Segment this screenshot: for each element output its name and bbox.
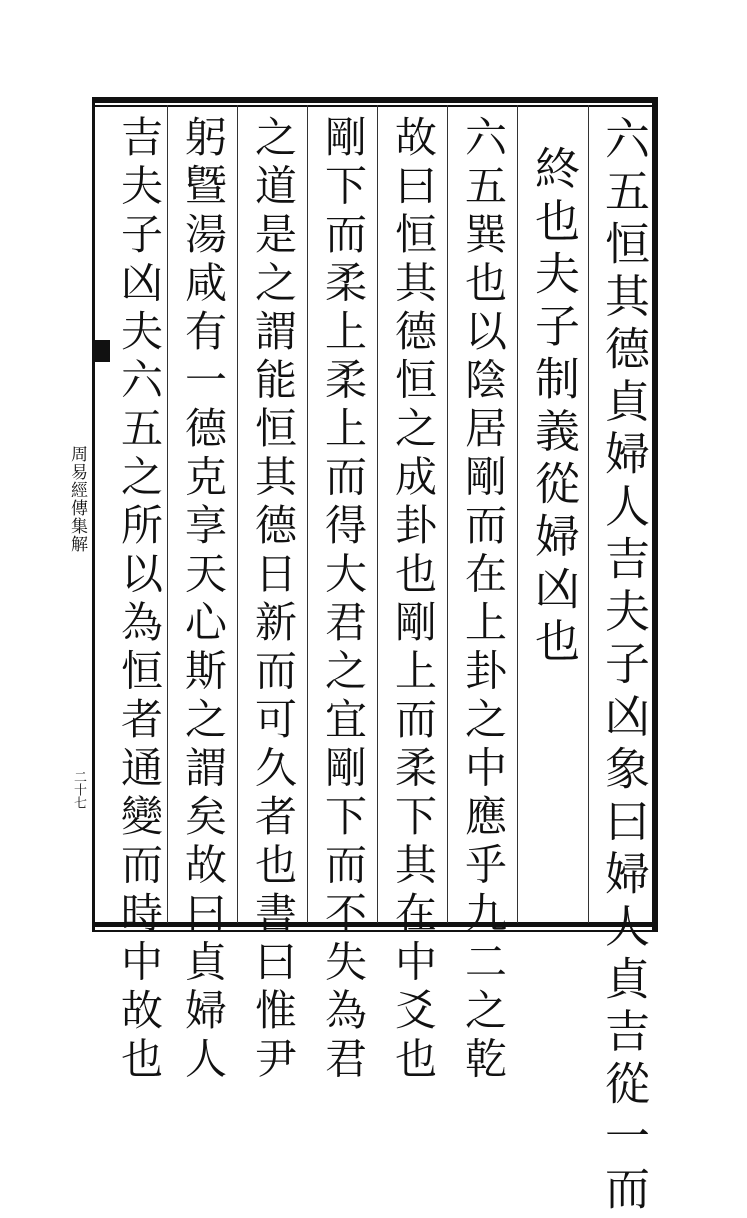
column-rule (167, 105, 168, 923)
column-rule (517, 105, 518, 923)
text-column-4: 故曰恒其德恒之成卦也剛上而柔下其在中爻也 (389, 115, 438, 1085)
margin-page-number: 二十七 (71, 770, 86, 809)
text-column-7: 躬曁湯咸有一德克享天心斯之謂矣故曰貞婦人 (179, 115, 228, 1085)
text-column-5: 剛下而柔上柔上而得大君之宜剛下而不失為君 (319, 115, 368, 1085)
column-rule (447, 105, 448, 923)
column-rule (588, 105, 589, 923)
center-margin-strip (95, 105, 107, 923)
column-rule (237, 105, 238, 923)
text-column-2: 終也夫子制義從婦凶也 (527, 145, 580, 670)
text-column-1: 六五恒其德貞婦人吉夫子凶象曰婦人貞吉從一而 (597, 115, 650, 1218)
column-rule (377, 105, 378, 923)
text-column-8: 吉夫子凶夫六五之所以為恒者通變而時中故也 (115, 115, 164, 1085)
frame-top-border (92, 97, 658, 103)
text-column-6: 之道是之謂能恒其德日新而可久者也書曰惟尹 (249, 115, 298, 1085)
column-rule (307, 105, 308, 923)
margin-book-title: 周易經傳集解 (67, 445, 87, 553)
frame-right-border (652, 97, 658, 931)
text-column-3: 六五巽也以陰居剛而在上卦之中應乎九二之乾 (459, 115, 508, 1085)
frame-top-inner-border (92, 105, 658, 107)
fishtail-mark (92, 340, 110, 362)
